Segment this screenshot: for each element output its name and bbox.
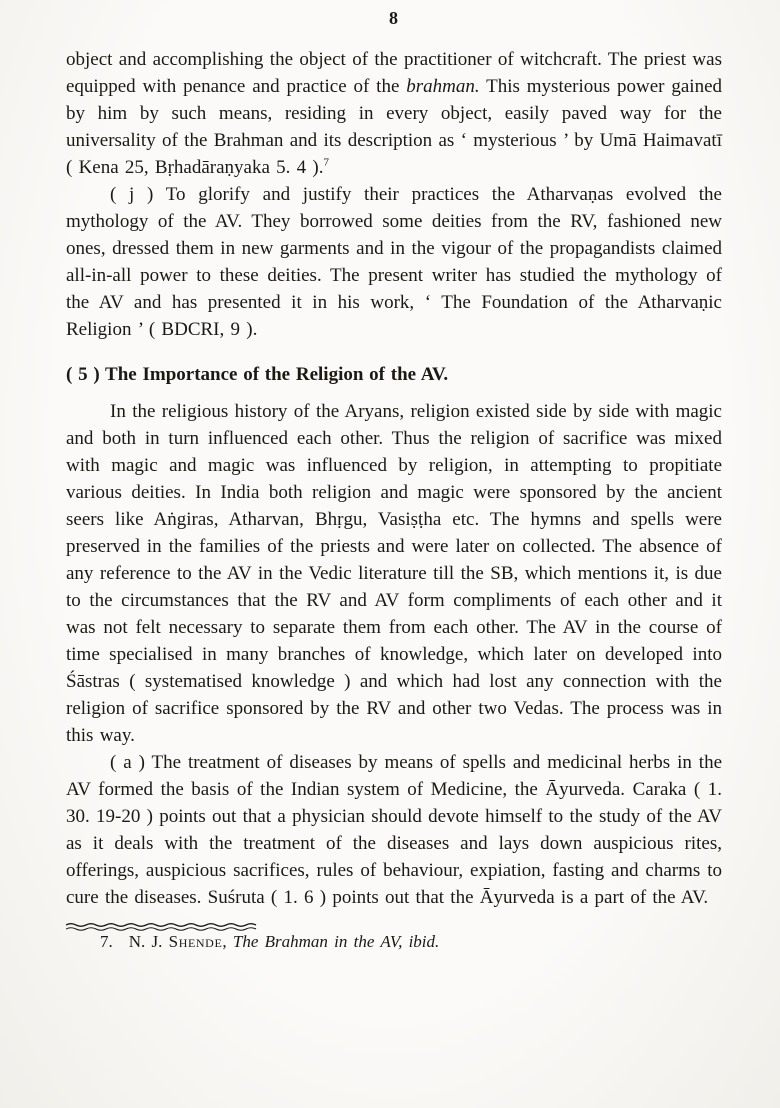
paragraph-religion-and-magic (66, 398, 722, 749)
footnote-number: 7. (100, 932, 113, 951)
footnote-author-initials: N. J. (128, 932, 169, 951)
footnote-reference-7: 7 (323, 156, 329, 169)
paragraph-a-ayurveda (66, 749, 722, 911)
paragraph-j-mythology (66, 181, 722, 343)
paragraph-text: This mysterious power gained by him by such means, residing in every object, easily paved way for the universality of the Brahman and its description as ‘ mysterious ’ by Umā Haimavatī ( Kena 25, Bṛhadāraṇyaka 5. 4 ). (66, 76, 722, 178)
page-number: 8 (389, 8, 399, 28)
section-heading-importance-of-religion: ( 5 ) The Importance of the Religion of the AV. (66, 364, 449, 385)
paragraph-text: ( a ) The treatment of diseases by means of spells and medicinal herbs in the AV formed the basis of the Indian system of Medicine, the Āyurveda. Caraka ( 1. 30. 19-20 ) points out that a physician should devote himself to the study of the AV as it deals with the treatment of the diseases and lays down auspicious rites, offerings, auspicious sacrifices, rules of behaviour, expiation, fasting and charms to cure the diseases. Suśruta ( 1. 6 ) points out that the Āyurveda is a part of the AV. (66, 752, 722, 908)
paragraph-witchcraft-brahman (66, 46, 722, 181)
footnote-separator: , (222, 932, 233, 951)
italic-term-brahman: brahman. (406, 76, 480, 97)
footnote-author-surname: Shende (168, 932, 223, 951)
paragraph-text: ( j ) To glorify and justify their practices the Atharvaṇas evolved the mythology of the AV. They borrowed some deities from the RV, fashioned new ones, dressed them in new garments and in the vigour of the propagandists claimed all-in-all power to these deities. The present writer has studied the mythology of the AV and has presented it in his work, ‘ The Foundation of the Atharvaṇic Religion ’ ( BDCRI, 9 ). (66, 184, 722, 340)
footnote-divider-squiggle (66, 919, 266, 929)
paragraph-text: object and accomplishing the object of the practitioner of witchcraft. The priest was equipped with penance and practice of the (66, 49, 722, 97)
footnote-7 (100, 931, 722, 953)
footnote-work-title: The Brahman in the AV, ibid. (232, 932, 440, 951)
paragraph-text: In the religious history of the Aryans, religion existed side by side with magic and both in turn influenced each other. Thus the religion of sacrifice was mixed with magic and magic was influenced by religion, in attempting to propitiate various deities. In India both religion and magic were sponsored by the ancient seers like Aṅgiras, Atharvan, Bhṛgu, Vasiṣṭha etc. The hymns and spells were preserved in the families of the priests and were later on collected. The absence of any reference to the AV in the Vedic literature till the SB, which mentions it, is due to the circumstances that the RV and AV form compliments of each other and it was not felt necessary to separate them from each other. The AV in the course of time specialised in many branches of knowledge, which later on developed into Śāstras ( systematised knowledge ) and which had lost any connection with the religion of sacrifice sponsored by the RV and other two Vedas. The process was in this way. (66, 401, 722, 746)
